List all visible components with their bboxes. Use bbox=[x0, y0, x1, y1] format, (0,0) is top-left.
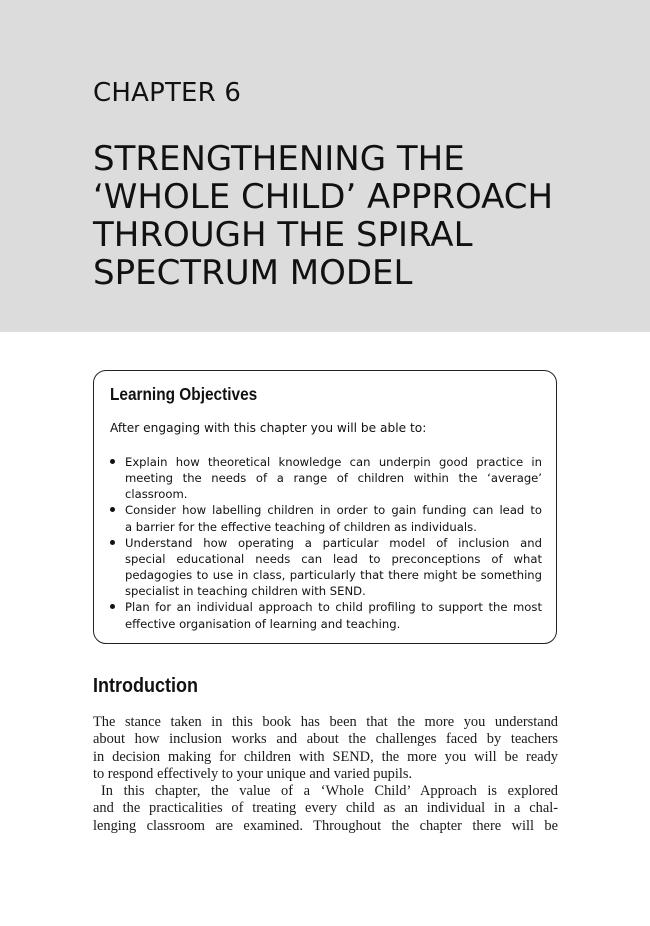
chapter-title-line: THROUGH THE SPIRAL bbox=[93, 215, 473, 255]
objective-line: special educational needs can lead to preconceptions of what bbox=[125, 551, 542, 566]
objective-item bbox=[110, 535, 542, 600]
body-line: about how inclusion works and about the challenges faced by teachers bbox=[93, 731, 558, 748]
chapter-title-line: SPECTRUM MODEL bbox=[93, 253, 413, 293]
objective-item bbox=[110, 599, 542, 631]
body-line: lenging classroom are examined. Throughout the chapter there will be bbox=[93, 817, 558, 834]
bullet-icon bbox=[110, 507, 115, 512]
learning-objectives-box bbox=[93, 370, 557, 644]
objective-line: effective organisation of learning and teaching. bbox=[125, 616, 401, 631]
body-line: The stance taken in this book has been that the more you understand bbox=[93, 714, 558, 730]
body-line: in decision making for children with SEND, the more you will be ready bbox=[93, 748, 558, 765]
bullet-icon bbox=[110, 604, 115, 609]
body-line: In this chapter, the value of a ‘Whole Child’ Approach is explored bbox=[101, 783, 558, 800]
objective-line: specialist in teaching children with SEND. bbox=[125, 584, 366, 599]
objective-line: classroom. bbox=[125, 487, 188, 502]
learning-objectives-heading: Learning Objectives bbox=[110, 384, 258, 404]
objective-line: Consider how labelling children in order to gain funding can lead to bbox=[125, 503, 542, 518]
learning-objectives-intro: After engaging with this chapter you will be able to: bbox=[110, 421, 427, 435]
chapter-number: CHAPTER 6 bbox=[93, 78, 242, 108]
learning-objectives-list bbox=[110, 454, 542, 632]
introduction-heading: Introduction bbox=[93, 675, 198, 697]
objective-item bbox=[110, 502, 542, 534]
objective-line: Understand how operating a particular model of inclusion and bbox=[125, 535, 542, 550]
introduction-body bbox=[93, 714, 558, 835]
body-line: to respond effectively to your unique and varied pupils. bbox=[93, 765, 413, 782]
chapter-title-line: ‘WHOLE CHILD’ APPROACH bbox=[93, 177, 554, 217]
objective-line: Explain how theoretical knowledge can underpin good practice in bbox=[125, 455, 542, 469]
bullet-icon bbox=[110, 540, 115, 545]
chapter-title-line: STRENGTHENING THE bbox=[93, 139, 465, 179]
chapter-header-band bbox=[0, 0, 650, 332]
body-line: and the practicalities of treating every child as an individual in a chal- bbox=[93, 800, 558, 817]
bullet-icon bbox=[110, 459, 115, 464]
chapter-title bbox=[93, 140, 573, 292]
objective-item bbox=[110, 454, 542, 502]
objective-line: a barrier for the effective teaching of children as individuals. bbox=[125, 519, 477, 534]
objective-line: pedagogies to use in class, particularly that there might be something bbox=[125, 568, 542, 583]
objective-line: Plan for an individual approach to child profiling to support the most bbox=[125, 600, 542, 615]
objective-line: meeting the needs of a range of children within the ‘average’ bbox=[125, 471, 542, 486]
